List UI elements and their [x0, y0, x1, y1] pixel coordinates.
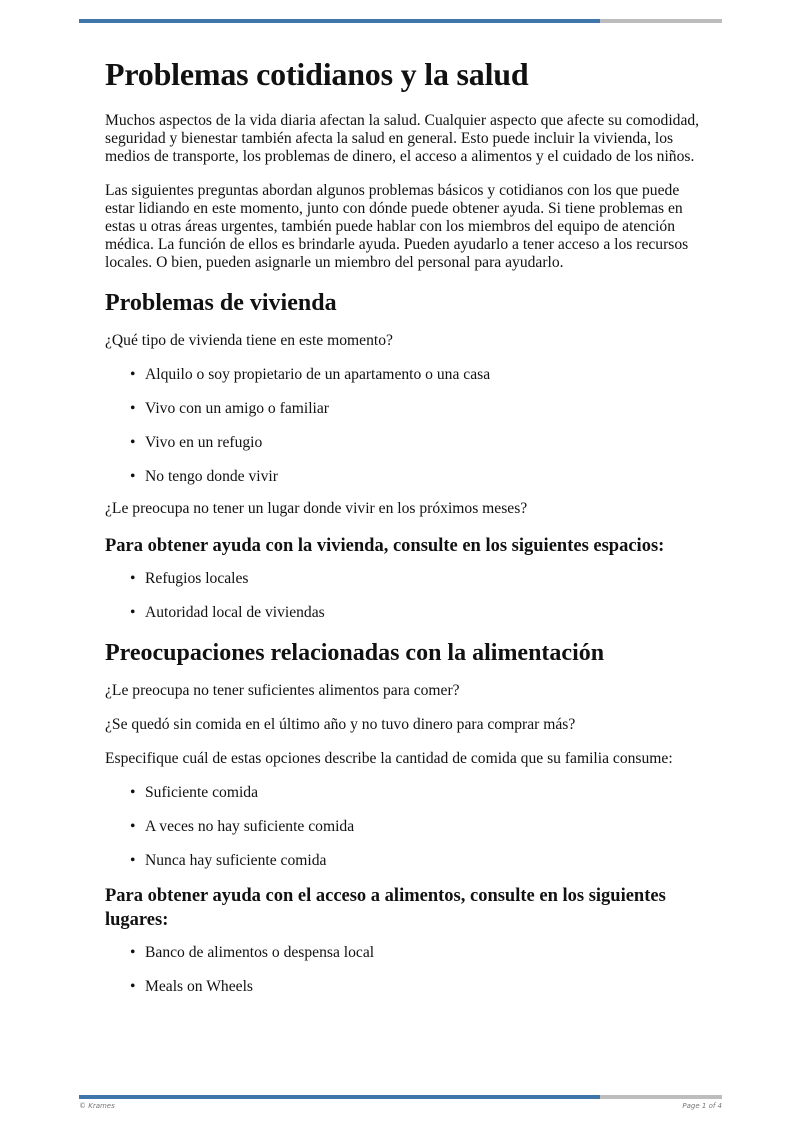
intro-paragraph: Muchos aspectos de la vida diaria afectan la salud. Cualquier aspecto que afecte su comodidad, seguridad y bienestar también afecta la salud en general. Esto puede incluir la vivienda, los medios de transporte, los problemas de dinero, el acceso a alimentos y el cuidado de los niños. [105, 112, 700, 165]
list-item: • Autoridad local de viviendas [130, 604, 325, 621]
page-title: Problemas cotidianos y la salud [105, 56, 529, 92]
bullet-icon: • [130, 570, 136, 587]
food-options-list [105, 784, 705, 870]
bullet-icon: • [130, 978, 136, 995]
housing-options-list [105, 366, 705, 486]
subsection-heading-food-help: Para obtener ayuda con el acceso a alimentos, consulte en los siguientes lugares: [105, 886, 666, 930]
bullet-icon: • [130, 944, 136, 961]
list-item: • No tengo donde vivir [130, 468, 278, 485]
top-accent-bar-track [600, 19, 722, 23]
bottom-accent-bar-fill [79, 1095, 600, 1099]
food-help-list [105, 944, 705, 996]
bullet-icon: • [130, 818, 136, 835]
housing-help-list [105, 570, 705, 622]
bullet-icon: • [130, 400, 136, 417]
footer-copyright: © Krames [79, 1102, 115, 1110]
bottom-accent-bar [79, 1095, 722, 1099]
section-heading-food: Preocupaciones relacionadas con la alimentación [105, 640, 605, 666]
food-question: ¿Le preocupa no tener suficientes alimentos para comer? [105, 682, 460, 699]
footer-page-number: Page 1 of 4 [682, 1102, 722, 1110]
top-accent-bar-fill [79, 19, 600, 23]
bullet-icon: • [130, 434, 136, 451]
bullet-icon: • [130, 852, 136, 869]
bullet-icon: • [130, 366, 136, 383]
housing-question: ¿Qué tipo de vivienda tiene en este momento? [105, 332, 393, 349]
food-question: Especifique cuál de estas opciones describe la cantidad de comida que su familia consume: [105, 750, 673, 767]
list-item: • Meals on Wheels [130, 978, 253, 995]
list-item: • Vivo con un amigo o familiar [130, 400, 329, 417]
list-item: • Alquilo o soy propietario de un apartamento o una casa [130, 366, 491, 383]
housing-question: ¿Le preocupa no tener un lugar donde vivir en los próximos meses? [105, 500, 528, 517]
list-item: • Refugios locales [130, 570, 249, 587]
intro-paragraph: Las siguientes preguntas abordan algunos problemas básicos y cotidianos con los que puede estar lidiando en este momento, junto con dónde puede obtener ayuda. Si tiene problemas en estas u otras áreas urgentes, también puede hablar con los miembros del equipo de atención médica. La función de ellos es brindarle ayuda. Pueden ayudarlo a tener acceso a los recursos locales. O bien, pueden asignarle un miembro del personal para ayudarlo. [105, 182, 689, 271]
section-heading-housing: Problemas de vivienda [105, 290, 337, 316]
top-accent-bar [79, 19, 722, 23]
bullet-icon: • [130, 604, 136, 621]
list-item: • A veces no hay suficiente comida [130, 818, 355, 835]
subsection-heading-housing-help: Para obtener ayuda con la vivienda, consulte en los siguientes espacios: [105, 536, 665, 556]
food-question: ¿Se quedó sin comida en el último año y no tuvo dinero para comprar más? [105, 716, 576, 733]
list-item: • Nunca hay suficiente comida [130, 852, 327, 869]
document-body [105, 54, 705, 1012]
list-item: • Suficiente comida [130, 784, 259, 801]
list-item: • Banco de alimentos o despensa local [130, 944, 375, 961]
list-item: • Vivo en un refugio [130, 434, 263, 451]
bottom-accent-bar-track [600, 1095, 722, 1099]
bullet-icon: • [130, 468, 136, 485]
bullet-icon: • [130, 784, 136, 801]
